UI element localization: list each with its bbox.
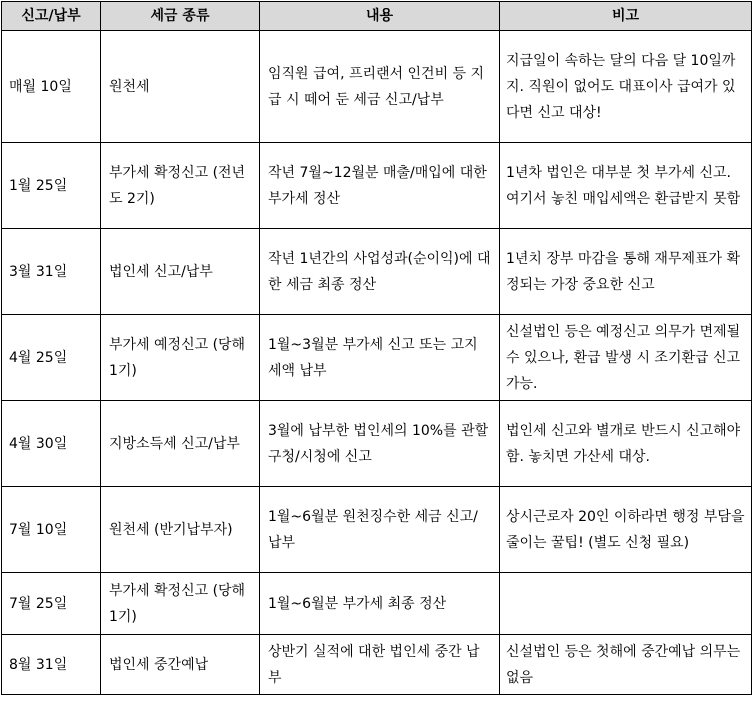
header-date: 신고/납부 <box>2 2 101 31</box>
cell-content: 3월에 납부한 법인세의 10%를 관할 구청/시청에 신고 <box>260 401 500 487</box>
cell-tax-type: 법인세 중간예납 <box>101 635 260 695</box>
cell-note: 지급일이 속하는 달의 다음 달 10일까지. 직원이 없어도 대표이사 급여가 있다면 신고 대상! <box>500 31 752 143</box>
cell-date: 7월 25일 <box>2 573 101 635</box>
table-row <box>2 573 752 635</box>
cell-tax-type: 부가세 확정신고 (전년도 2기) <box>101 143 260 229</box>
cell-note: 신설법인 등은 첫해에 중간예납 의무는 없음 <box>500 635 752 695</box>
cell-note: 1년차 법인은 대부분 첫 부가세 신고. 여기서 놓친 매입세액은 환급받지 못함 <box>500 143 752 229</box>
cell-tax-type: 원천세 <box>101 31 260 143</box>
cell-content: 1월~6월분 부가세 최종 정산 <box>260 573 500 635</box>
table-row <box>2 143 752 229</box>
cell-date: 8월 31일 <box>2 635 101 695</box>
cell-content: 1월~6월분 원천징수한 세금 신고/납부 <box>260 487 500 573</box>
cell-content: 상반기 실적에 대한 법인세 중간 납부 <box>260 635 500 695</box>
cell-date: 매월 10일 <box>2 31 101 143</box>
cell-date: 1월 25일 <box>2 143 101 229</box>
header-note: 비고 <box>500 2 752 31</box>
cell-note: 1년치 장부 마감을 통해 재무제표가 확정되는 가장 중요한 신고 <box>500 229 752 315</box>
cell-tax-type: 지방소득세 신고/납부 <box>101 401 260 487</box>
cell-tax-type: 원천세 (반기납부자) <box>101 487 260 573</box>
table-row <box>2 401 752 487</box>
header-row <box>2 2 752 31</box>
cell-tax-type: 부가세 예정신고 (당해 1기) <box>101 315 260 401</box>
cell-tax-type: 부가세 확정신고 (당해 1기) <box>101 573 260 635</box>
tax-schedule-table <box>1 1 752 695</box>
cell-content: 작년 7월~12월분 매출/매입에 대한 부가세 정산 <box>260 143 500 229</box>
cell-note: 신설법인 등은 예정신고 의무가 면제될 수 있으나, 환급 발생 시 조기환급 신고 가능. <box>500 315 752 401</box>
cell-note <box>500 573 752 635</box>
header-content: 내용 <box>260 2 500 31</box>
cell-date: 4월 25일 <box>2 315 101 401</box>
cell-note: 상시근로자 20인 이하라면 행정 부담을 줄이는 꿀팁! (별도 신청 필요) <box>500 487 752 573</box>
header-tax-type: 세금 종류 <box>101 2 260 31</box>
cell-date: 4월 30일 <box>2 401 101 487</box>
cell-content: 작년 1년간의 사업성과(순이익)에 대한 세금 최종 정산 <box>260 229 500 315</box>
table-row <box>2 635 752 695</box>
cell-content: 1월~3월분 부가세 신고 또는 고지세액 납부 <box>260 315 500 401</box>
table-row <box>2 31 752 143</box>
cell-note: 법인세 신고와 별개로 반드시 신고해야함. 놓치면 가산세 대상. <box>500 401 752 487</box>
table-row <box>2 229 752 315</box>
cell-date: 3월 31일 <box>2 229 101 315</box>
table-row <box>2 315 752 401</box>
table-row <box>2 487 752 573</box>
cell-content: 임직원 급여, 프리랜서 인건비 등 지급 시 떼어 둔 세금 신고/납부 <box>260 31 500 143</box>
cell-date: 7월 10일 <box>2 487 101 573</box>
cell-tax-type: 법인세 신고/납부 <box>101 229 260 315</box>
